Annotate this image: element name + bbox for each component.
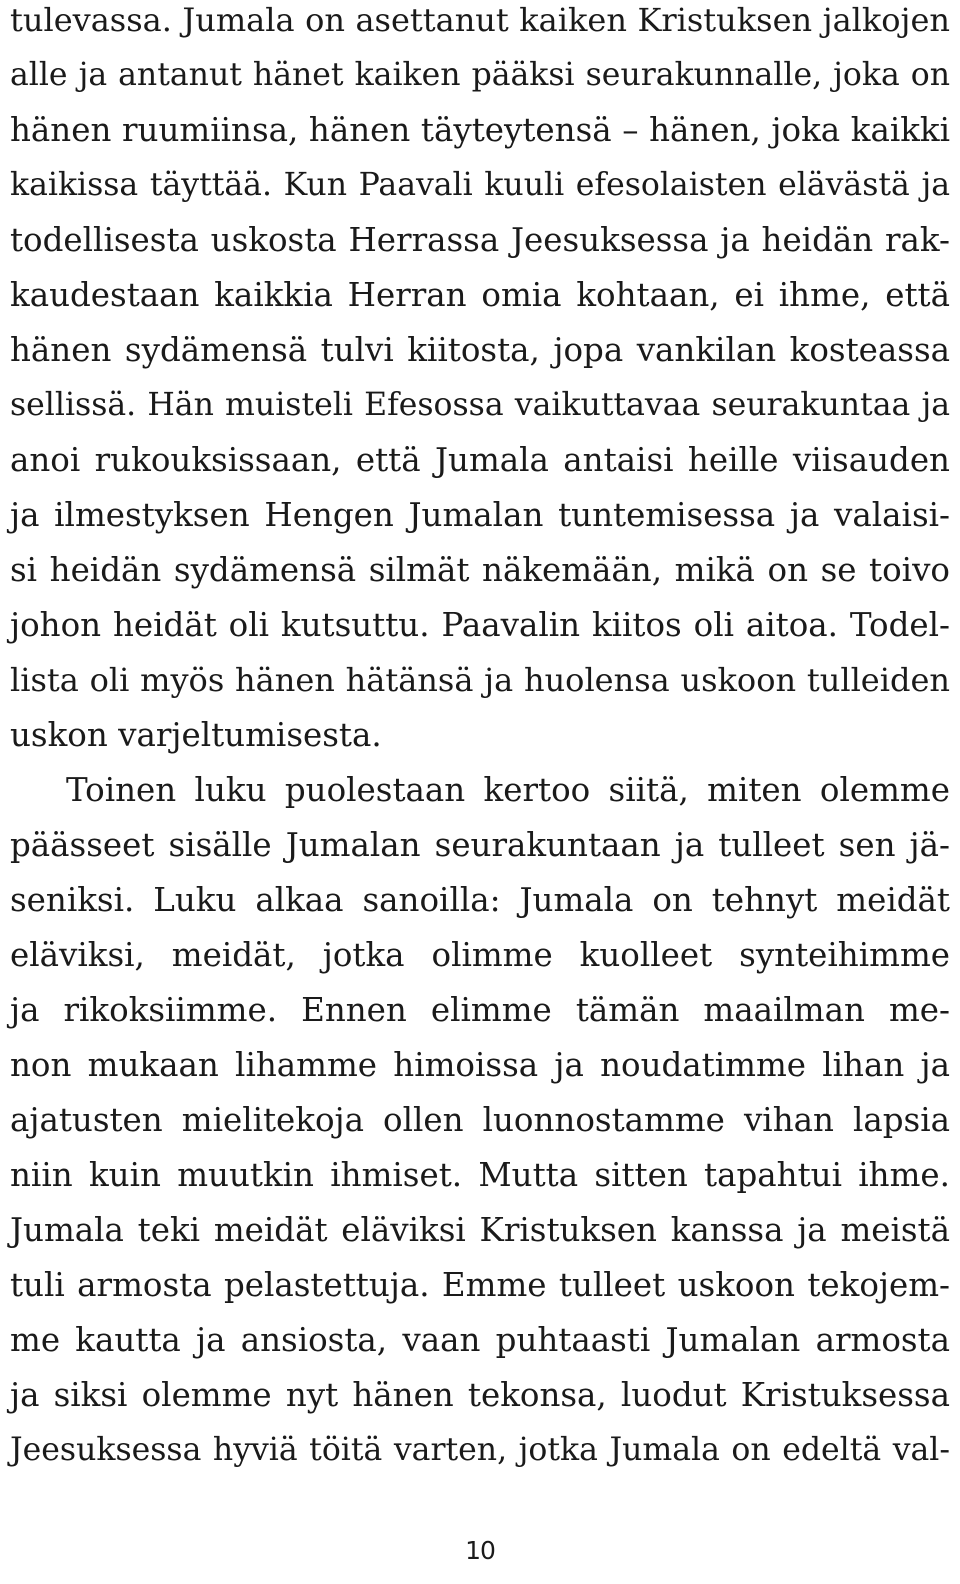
text-line: ja ilmestyksen Hengen Jumalan tuntemisessa ja valaisi- <box>10 496 950 534</box>
text-line: anoi rukouksissaan, että Jumala antaisi heille viisauden <box>10 441 950 479</box>
text-line: sellissä. Hän muisteli Efesossa vaikuttavaa seurakuntaa ja <box>10 387 950 423</box>
text-line: alle ja antanut hänet kaiken pääksi seurakunnalle, joka on <box>10 57 950 93</box>
text-line: hänen sydämensä tulvi kiitosta, jopa vankilan kosteassa <box>10 331 950 369</box>
text-line: ajatusten mielitekoja ollen luonnostamme vihan lapsia <box>10 1101 950 1139</box>
text-line: lista oli myös hänen hätänsä ja huolensa uskoon tulleiden <box>10 661 950 699</box>
text-line: ja rikoksiimme. Ennen elimme tämän maailman me- <box>10 991 950 1029</box>
text-line: kaikissa täyttää. Kun Paavali kuuli efesolaisten elävästä ja <box>10 167 950 203</box>
page-number: 10 <box>465 1536 495 1565</box>
text-line: Toinen luku puolestaan kertoo siitä, miten olemme <box>66 771 950 809</box>
text-line: ja siksi olemme nyt hänen tekonsa, luodut Kristuksessa <box>10 1376 950 1414</box>
text-line: tulevassa. Jumala on asettanut kaiken Kristuksen jalkojen <box>10 1 950 39</box>
text-line: päässeet sisälle Jumalan seurakuntaan ja tulleet sen jä- <box>10 826 950 864</box>
text-line: niin kuin muutkin ihmiset. Mutta sitten tapahtui ihme. <box>10 1156 950 1194</box>
text-line: uskon varjeltumisesta. <box>10 716 382 754</box>
text-line: me kautta ja ansiosta, vaan puhtaasti Jumalan armosta <box>10 1321 950 1359</box>
text-line: todellisesta uskosta Herrassa Jeesuksessa ja heidän rak- <box>10 221 950 259</box>
text-line: eläviksi, meidät, jotka olimme kuolleet synteihimme <box>10 936 950 974</box>
text-line: non mukaan lihamme himoissa ja noudatimme lihan ja <box>10 1046 950 1084</box>
text-line: kaudestaan kaikkia Herran omia kohtaan, ei ihme, että <box>10 276 950 314</box>
text-line: tuli armosta pelastettuja. Emme tulleet uskoon tekojem- <box>10 1266 950 1304</box>
text-line: Jeesuksessa hyviä töitä varten, jotka Jumala on edeltä val- <box>10 1432 950 1468</box>
text-line: Jumala teki meidät eläviksi Kristuksen kanssa ja meistä <box>10 1211 950 1249</box>
text-line: johon heidät oli kutsuttu. Paavalin kiitos oli aitoa. Todel- <box>10 606 950 644</box>
text-line: hänen ruumiinsa, hänen täyteytensä – hänen, joka kaikki <box>10 111 950 149</box>
text-line: si heidän sydämensä silmät näkemään, mikä on se toivo <box>10 551 950 589</box>
text-line: seniksi. Luku alkaa sanoilla: Jumala on tehnyt meidät <box>10 881 950 919</box>
